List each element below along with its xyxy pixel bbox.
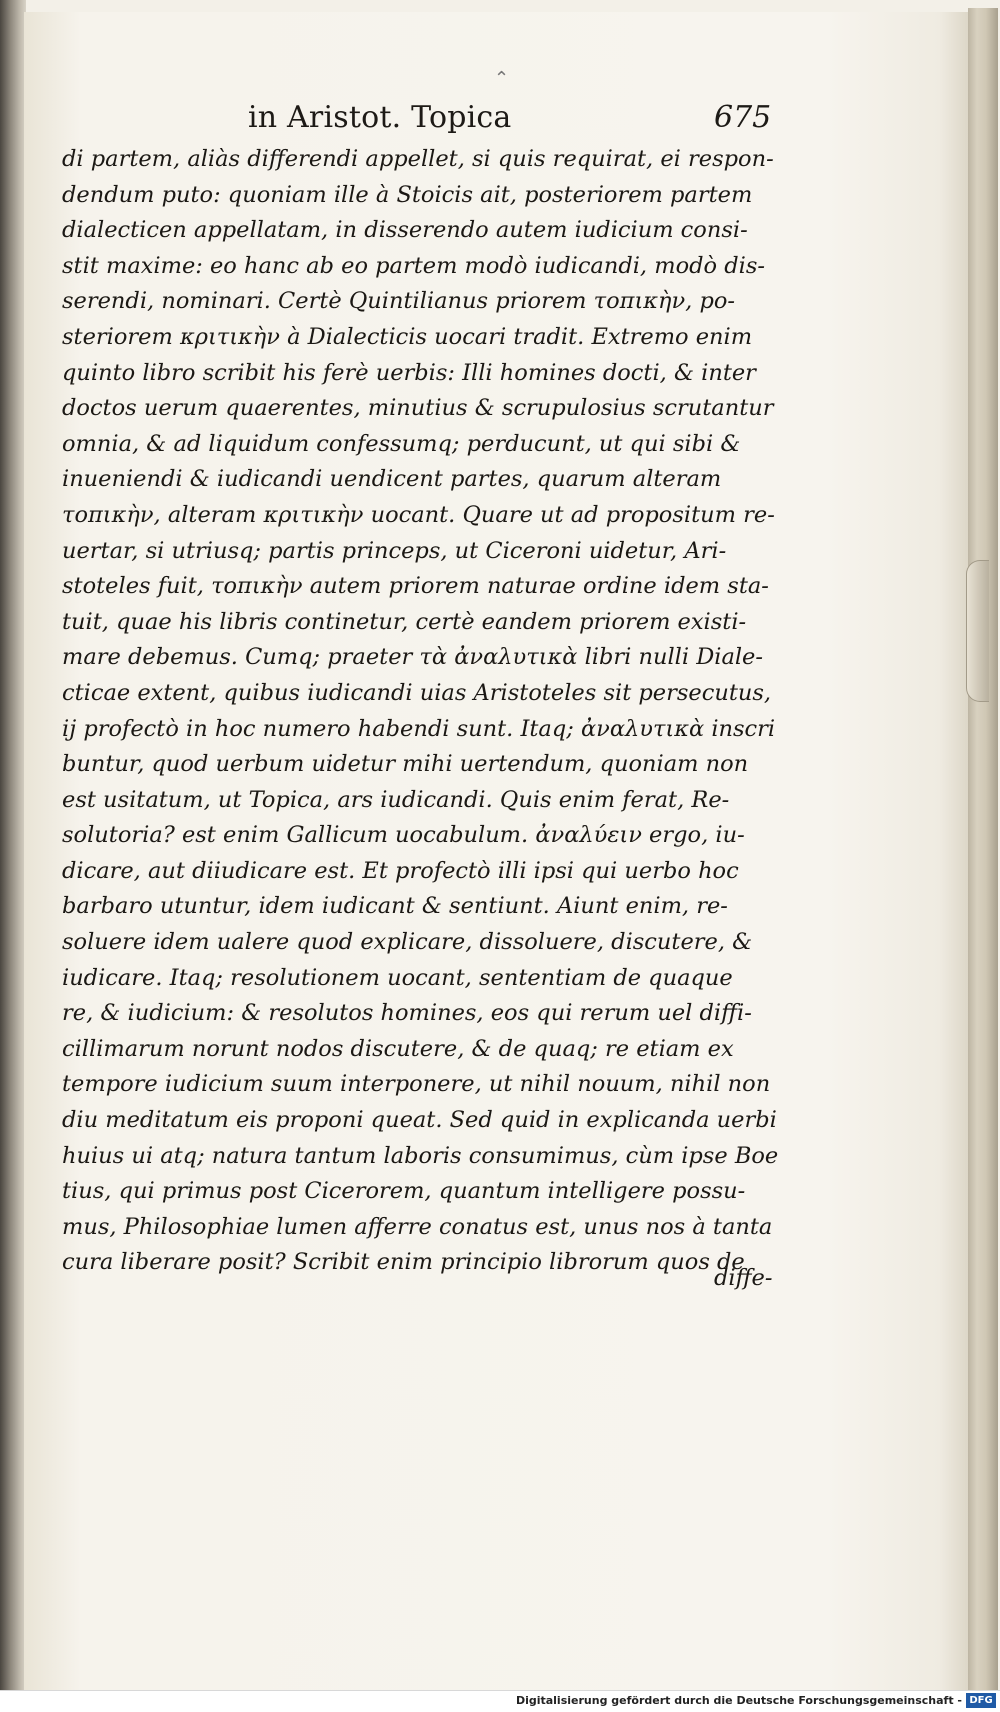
- book-clasp: [966, 560, 989, 702]
- text-line: tuit, quae his libris continetur, certè eandem priorem existi-: [62, 608, 747, 635]
- text-line: cticae extent, quibus iudicandi uias Aristoteles sit persecutus,: [62, 679, 772, 706]
- text-line: est usitatum, ut Topica, ars iudicandi. Quis enim ferat, Re-: [62, 786, 730, 813]
- text-line: tius, qui primus post Cicerorem, quantum intelligere possu-: [62, 1178, 746, 1205]
- text-line: τοπικὴν, alteram κριτικὴν uocant. Quare ut ad propositum re-: [62, 501, 775, 528]
- page-header: [24, 96, 968, 140]
- catchword: diffe-: [714, 1265, 773, 1291]
- running-title: in Aristot. Topica: [248, 100, 512, 135]
- dfg-logo: DFG: [966, 1693, 996, 1708]
- text-line: tempore iudicium suum interponere, ut nihil nouum, nihil non: [62, 1071, 771, 1098]
- text-line: dendum puto: quoniam ille à Stoicis ait, posteriorem partem: [62, 181, 753, 208]
- text-line: cura liberare posit? Scribit enim principio librorum quos de: [62, 1249, 745, 1276]
- text-line: re, & iudicium: & resolutos homines, eos qui rerum uel diffi-: [62, 1000, 752, 1027]
- text-line: serendi, nominari. Certè Quintilianus priorem τοπικὴν, po-: [62, 288, 736, 315]
- text-line: mare debemus. Cumq; praeter τὰ ἀναλυτικὰ libri nulli Diale-: [62, 644, 763, 671]
- body-text: [62, 142, 862, 1281]
- text-line: diu meditatum eis proponi queat. Sed quid in explicanda uerbi: [62, 1107, 777, 1134]
- footer-bar: [0, 1690, 1000, 1712]
- text-line: barbaro utuntur, idem iudicant & sentiunt. Aiunt enim, re-: [62, 893, 728, 920]
- text-line: mus, Philosophiae lumen afferre conatus est, unus nos à tanta: [62, 1213, 773, 1240]
- text-line: huius ui atq; natura tantum laboris consumimus, cùm ipse Boe: [62, 1142, 779, 1169]
- stray-mark: ⌃: [494, 68, 510, 89]
- text-line: quinto libro scribit his ferè uerbis: Illi homines docti, & inter: [62, 359, 756, 386]
- page-number: 675: [714, 100, 772, 135]
- text-line: omnia, & ad liquidum confessumq; perducunt, ut qui sibi &: [62, 430, 741, 457]
- text-line: di partem, aliàs differendi appellet, si quis requirat, ei respon-: [62, 146, 774, 172]
- text-line: inueniendi & iudicandi uendicent partes, quarum alteram: [62, 466, 722, 493]
- text-line: soluere idem ualere quod explicare, dissoluere, discutere, &: [62, 929, 753, 956]
- page-edge: [968, 8, 998, 1690]
- text-line: doctos uerum quaerentes, minutius & scrupulosius scrutantur: [62, 395, 774, 422]
- text-line: stit maxime: eo hanc ab eo partem modò iudicandi, modò dis-: [62, 252, 765, 279]
- text-line: steriorem κριτικὴν à Dialecticis uocari tradit. Extremo enim: [62, 323, 753, 350]
- text-line: dicare, aut diiudicare est. Et profectò illi ipsi qui uerbo hoc: [62, 857, 739, 884]
- text-line: iudicare. Itaq; resolutionem uocant, sententiam de quaque: [62, 964, 733, 991]
- text-line: solutoria? est enim Gallicum uocabulum. ἀναλύειν ergo, iu-: [62, 822, 745, 849]
- text-line: uertar, si utriusq; partis princeps, ut Ciceroni uidetur, Ari-: [62, 537, 727, 564]
- text-line: stoteles fuit, τοπικὴν autem priorem naturae ordine idem sta-: [62, 573, 769, 600]
- text-line: ij profectò in hoc numero habendi sunt. Itaq; ἀναλυτικὰ inscri: [62, 715, 776, 742]
- text-line: buntur, quod uerbum uidetur mihi uertendum, quoniam non: [62, 751, 749, 778]
- text-line: cillimarum norunt nodos discutere, & de quaq; re etiam ex: [62, 1035, 734, 1062]
- footer-credit: Digitalisierung gefördert durch die Deutsche Forschungsgemeinschaft -: [515, 1694, 962, 1707]
- book-spine: [0, 0, 26, 1690]
- book-page: [24, 12, 969, 1690]
- text-line: dialecticen appellatam, in disserendo autem iudicium consi-: [62, 217, 748, 244]
